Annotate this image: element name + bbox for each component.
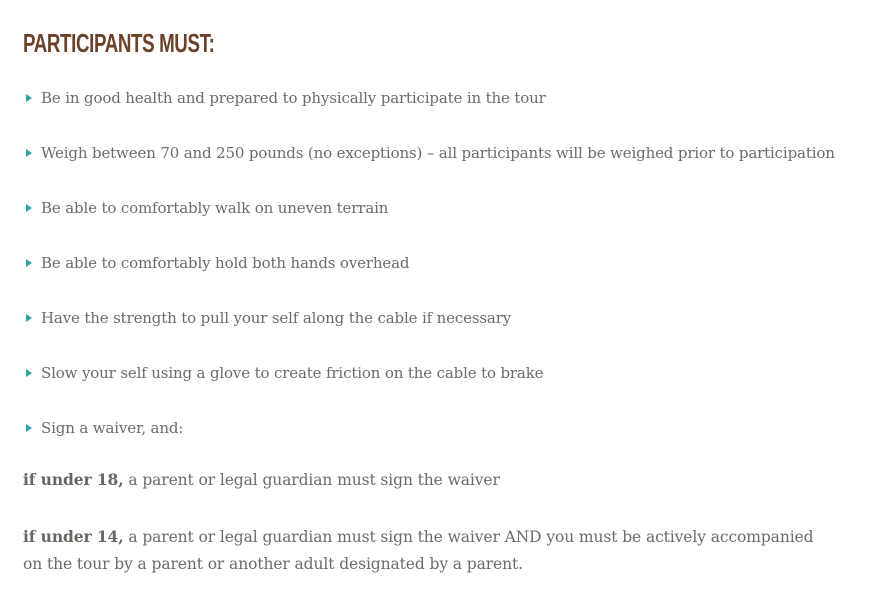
list-item xyxy=(26,142,835,164)
triangle-right-icon xyxy=(26,149,32,157)
list-item xyxy=(26,417,183,439)
list-item xyxy=(26,362,543,384)
list-item-text: Be in good health and prepared to physically participate in the tour xyxy=(41,89,546,107)
list-item-text: Have the strength to pull your self along the cable if necessary xyxy=(41,309,512,327)
list-item xyxy=(26,87,546,109)
note-under-14 xyxy=(23,523,813,578)
triangle-right-icon xyxy=(26,204,32,212)
list-item xyxy=(26,252,409,274)
triangle-right-icon xyxy=(26,424,32,432)
section-heading: PARTICIPANTS MUST: xyxy=(23,28,215,58)
note-under-14-text: a parent or legal guardian must sign the waiver AND you must be actively accompanied xyxy=(123,528,814,546)
list-item-text: Slow your self using a glove to create friction on the cable to brake xyxy=(41,364,544,382)
list-item-text: Weigh between 70 and 250 pounds (no exceptions) – all participants will be weighed prior to participation xyxy=(41,144,835,162)
list-item xyxy=(26,197,388,219)
triangle-right-icon xyxy=(26,259,32,267)
note-under-14-label: if under 14, xyxy=(23,527,124,546)
list-item-text: Be able to comfortably walk on uneven terrain xyxy=(41,199,389,217)
list-item-text: Sign a waiver, and: xyxy=(41,419,184,437)
triangle-right-icon xyxy=(26,94,32,102)
note-under-18 xyxy=(23,466,500,494)
note-under-18-text: a parent or legal guardian must sign the waiver xyxy=(123,471,500,489)
triangle-right-icon xyxy=(26,314,32,322)
note-under-14-text-line2: on the tour by a parent or another adult designated by a parent. xyxy=(23,555,523,573)
note-under-18-label: if under 18, xyxy=(23,470,124,489)
list-item xyxy=(26,307,511,329)
triangle-right-icon xyxy=(26,369,32,377)
list-item-text: Be able to comfortably hold both hands overhead xyxy=(41,254,410,272)
